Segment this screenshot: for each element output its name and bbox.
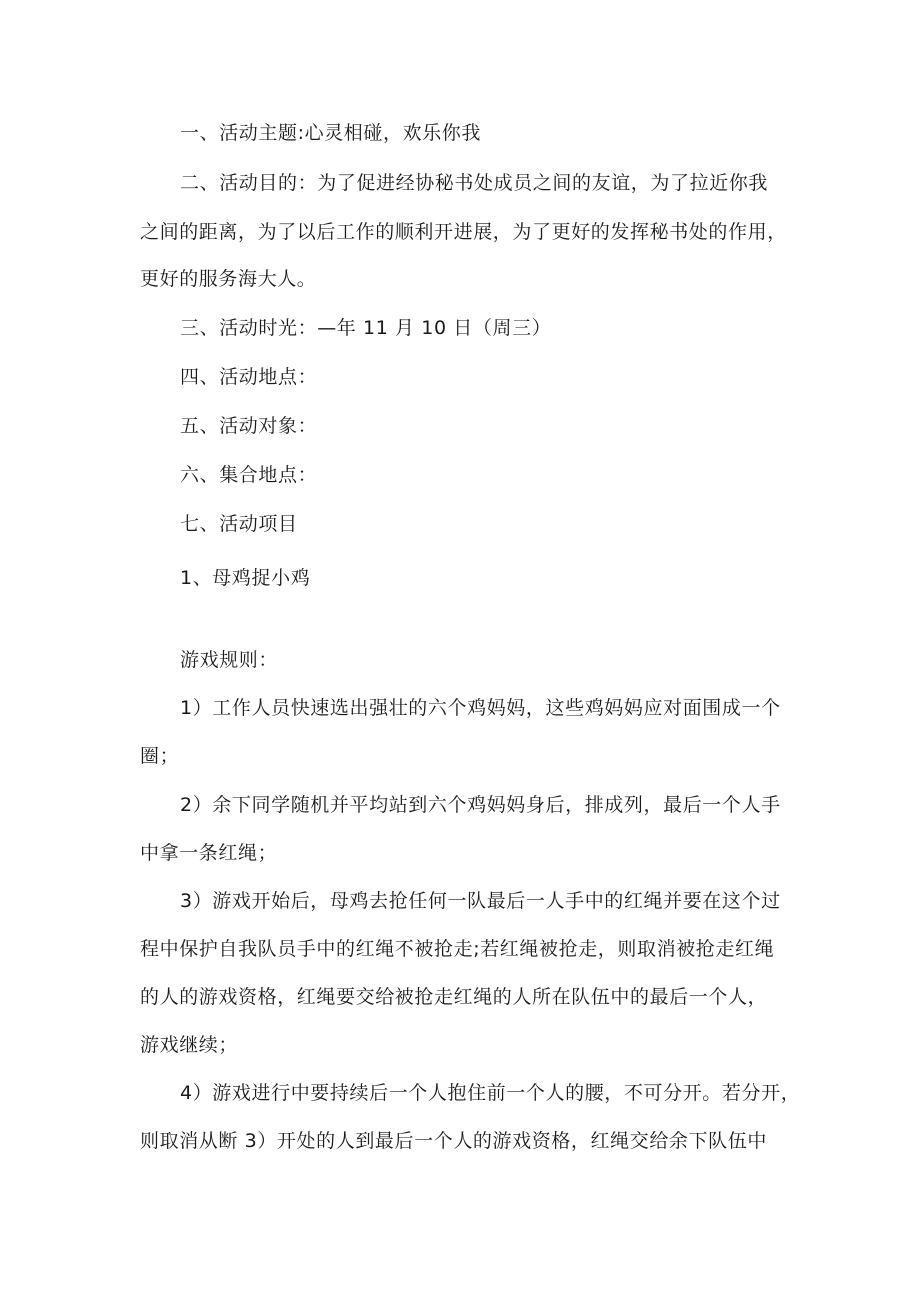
rule-3-line-3: 的人的游戏资格，红绳要交给被抢走红绳的人所在队伍中的最后一个人， (140, 986, 768, 1008)
rule-3-line-4: 游戏继续； (140, 1034, 239, 1056)
section-time: 三、活动时光：—年 11 月 10 日（周三） (180, 317, 552, 339)
section-location: 四、活动地点： (180, 366, 318, 388)
rule-2-line-1: 2）余下同学随机并平均站到六个鸡妈妈身后，排成列，最后一个人手 (180, 794, 781, 816)
rule-3-line-1: 3）游戏开始后，母鸡去抢任何一队最后一人手中的红绳并要在这个过 (180, 890, 781, 912)
rule-4-line-2: 则取消从断 3）开处的人到最后一个人的游戏资格，红绳交给余下队伍中 (140, 1130, 767, 1152)
section-purpose-line-1: 二、活动目的：为了促进经协秘书处成员之间的友谊，为了拉近你我 (180, 172, 769, 194)
activity-title: 1、母鸡捉小鸡 (180, 567, 311, 589)
rule-1-line-1: 1）工作人员快速选出强壮的六个鸡妈妈，这些鸡妈妈应对面围成一个 (180, 697, 781, 719)
section-theme: 一、活动主题:心灵相碰，欢乐你我 (180, 122, 482, 144)
rules-heading: 游戏规则： (180, 649, 279, 671)
rule-2-line-2: 中拿一条红绳； (140, 842, 278, 864)
rule-3-line-2: 程中保护自我队员手中的红绳不被抢走;若红绳被抢走，则取消被抢走红绳 (140, 938, 775, 960)
section-purpose-line-3: 更好的服务海大人。 (140, 268, 317, 290)
rule-1-line-2: 圈； (140, 745, 180, 767)
section-activities: 七、活动项目 (180, 513, 298, 535)
section-audience: 五、活动对象： (180, 415, 318, 437)
rule-4-line-1: 4）游戏进行中要持续后一个人抱住前一个人的腰，不可分开。若分开， (180, 1082, 801, 1104)
section-meeting-point: 六、集合地点： (180, 464, 318, 486)
section-purpose-line-2: 之间的距离，为了以后工作的顺利开进展，为了更好的发挥秘书处的作用， (140, 221, 787, 243)
